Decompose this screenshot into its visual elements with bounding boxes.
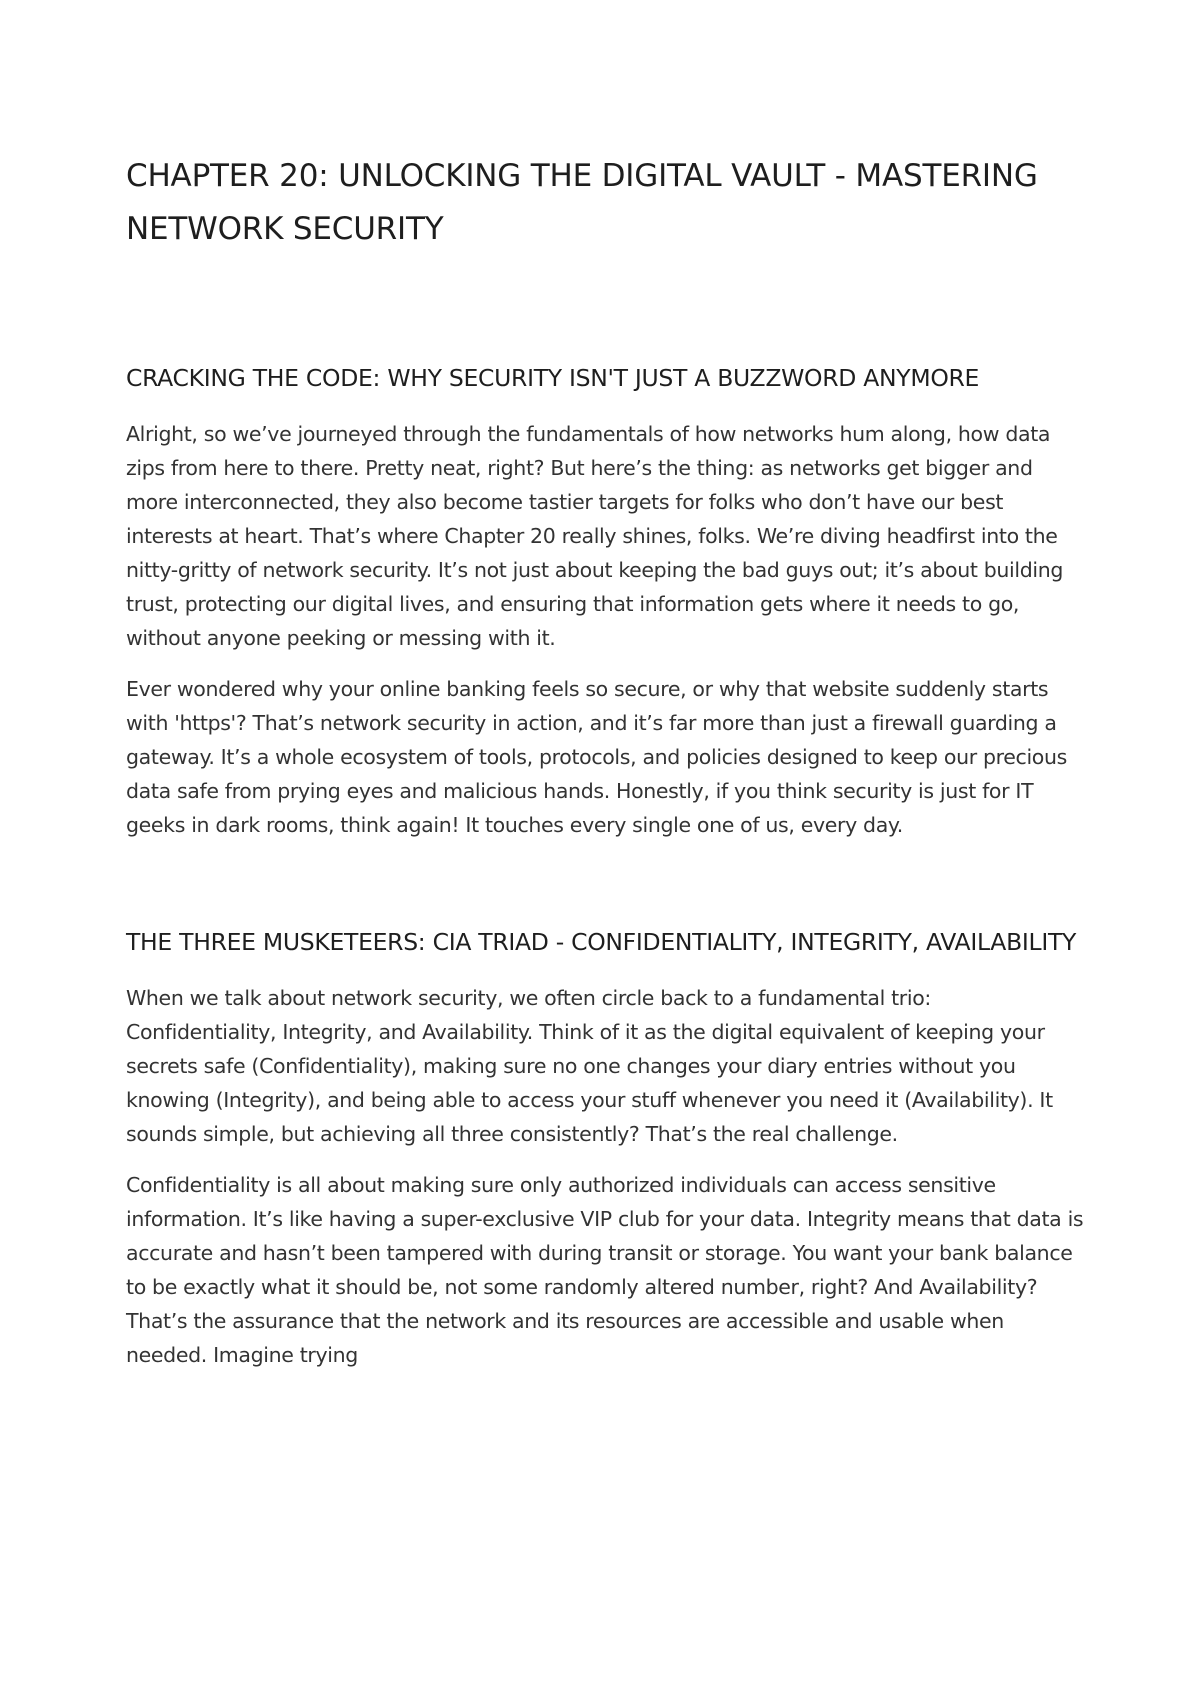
section-heading-cia-triad: THE THREE MUSKETEERS: CIA TRIAD - CONFIDENTIALITY, INTEGRITY, AVAILABILITY <box>126 928 1077 956</box>
paragraph-cia-details: Confidentiality is all about making sure only authorized individuals can access sensitive information. It’s like having a super-exclusive VIP club for your data. Integrity means that data is accurate and hasn’t been tampered with during transit or storage. You want your bank balance to be exactly what it should be, not some randomly altered number, right? And Availability? That’s the assurance that the network and its resources are accessible and usable when needed. Imagine trying <box>126 1173 1084 1367</box>
paragraph-intro: Alright, so we’ve journeyed through the fundamentals of how networks hum along, how data zips from here to there. Pretty neat, right? But here’s the thing: as networks get bigger and more interconnected, they also become tastier targets for folks who don’t have our best interests at heart. That’s where Chapter 20 really shines, folks. We’re diving headfirst into the nitty-gritty of network security. It’s not just about keeping the bad guys out; it’s about building trust, protecting our digital lives, and ensuring that information gets where it needs to go, without anyone peeking or messing with it. <box>126 422 1064 650</box>
document-page <box>126 138 1086 1372</box>
paragraph-cia-overview: When we talk about network security, we often circle back to a fundamental trio: Confidentiality, Integrity, and Availability. Think of it as the digital equivalent of keeping your secrets safe (Confidentiality), making sure no one changes your diary entries without you knowing (Integrity), and being able to access your stuff whenever you need it (Availability). It sounds simple, but achieving all three consistently? That’s the real challenge. <box>126 986 1053 1146</box>
section-heading-why-security: CRACKING THE CODE: WHY SECURITY ISN'T JUST A BUZZWORD ANYMORE <box>126 364 980 392</box>
paragraph-online-banking: Ever wondered why your online banking feels so secure, or why that website suddenly starts with 'https'? That’s network security in action, and it’s far more than just a firewall guarding a gateway. It’s a whole ecosystem of tools, protocols, and policies designed to keep our precious data safe from prying eyes and malicious hands. Honestly, if you think security is just for IT geeks in dark rooms, think again! It touches every single one of us, every day. <box>126 677 1067 837</box>
chapter-title: CHAPTER 20: UNLOCKING THE DIGITAL VAULT - MASTERING NETWORK SECURITY <box>126 158 1038 247</box>
